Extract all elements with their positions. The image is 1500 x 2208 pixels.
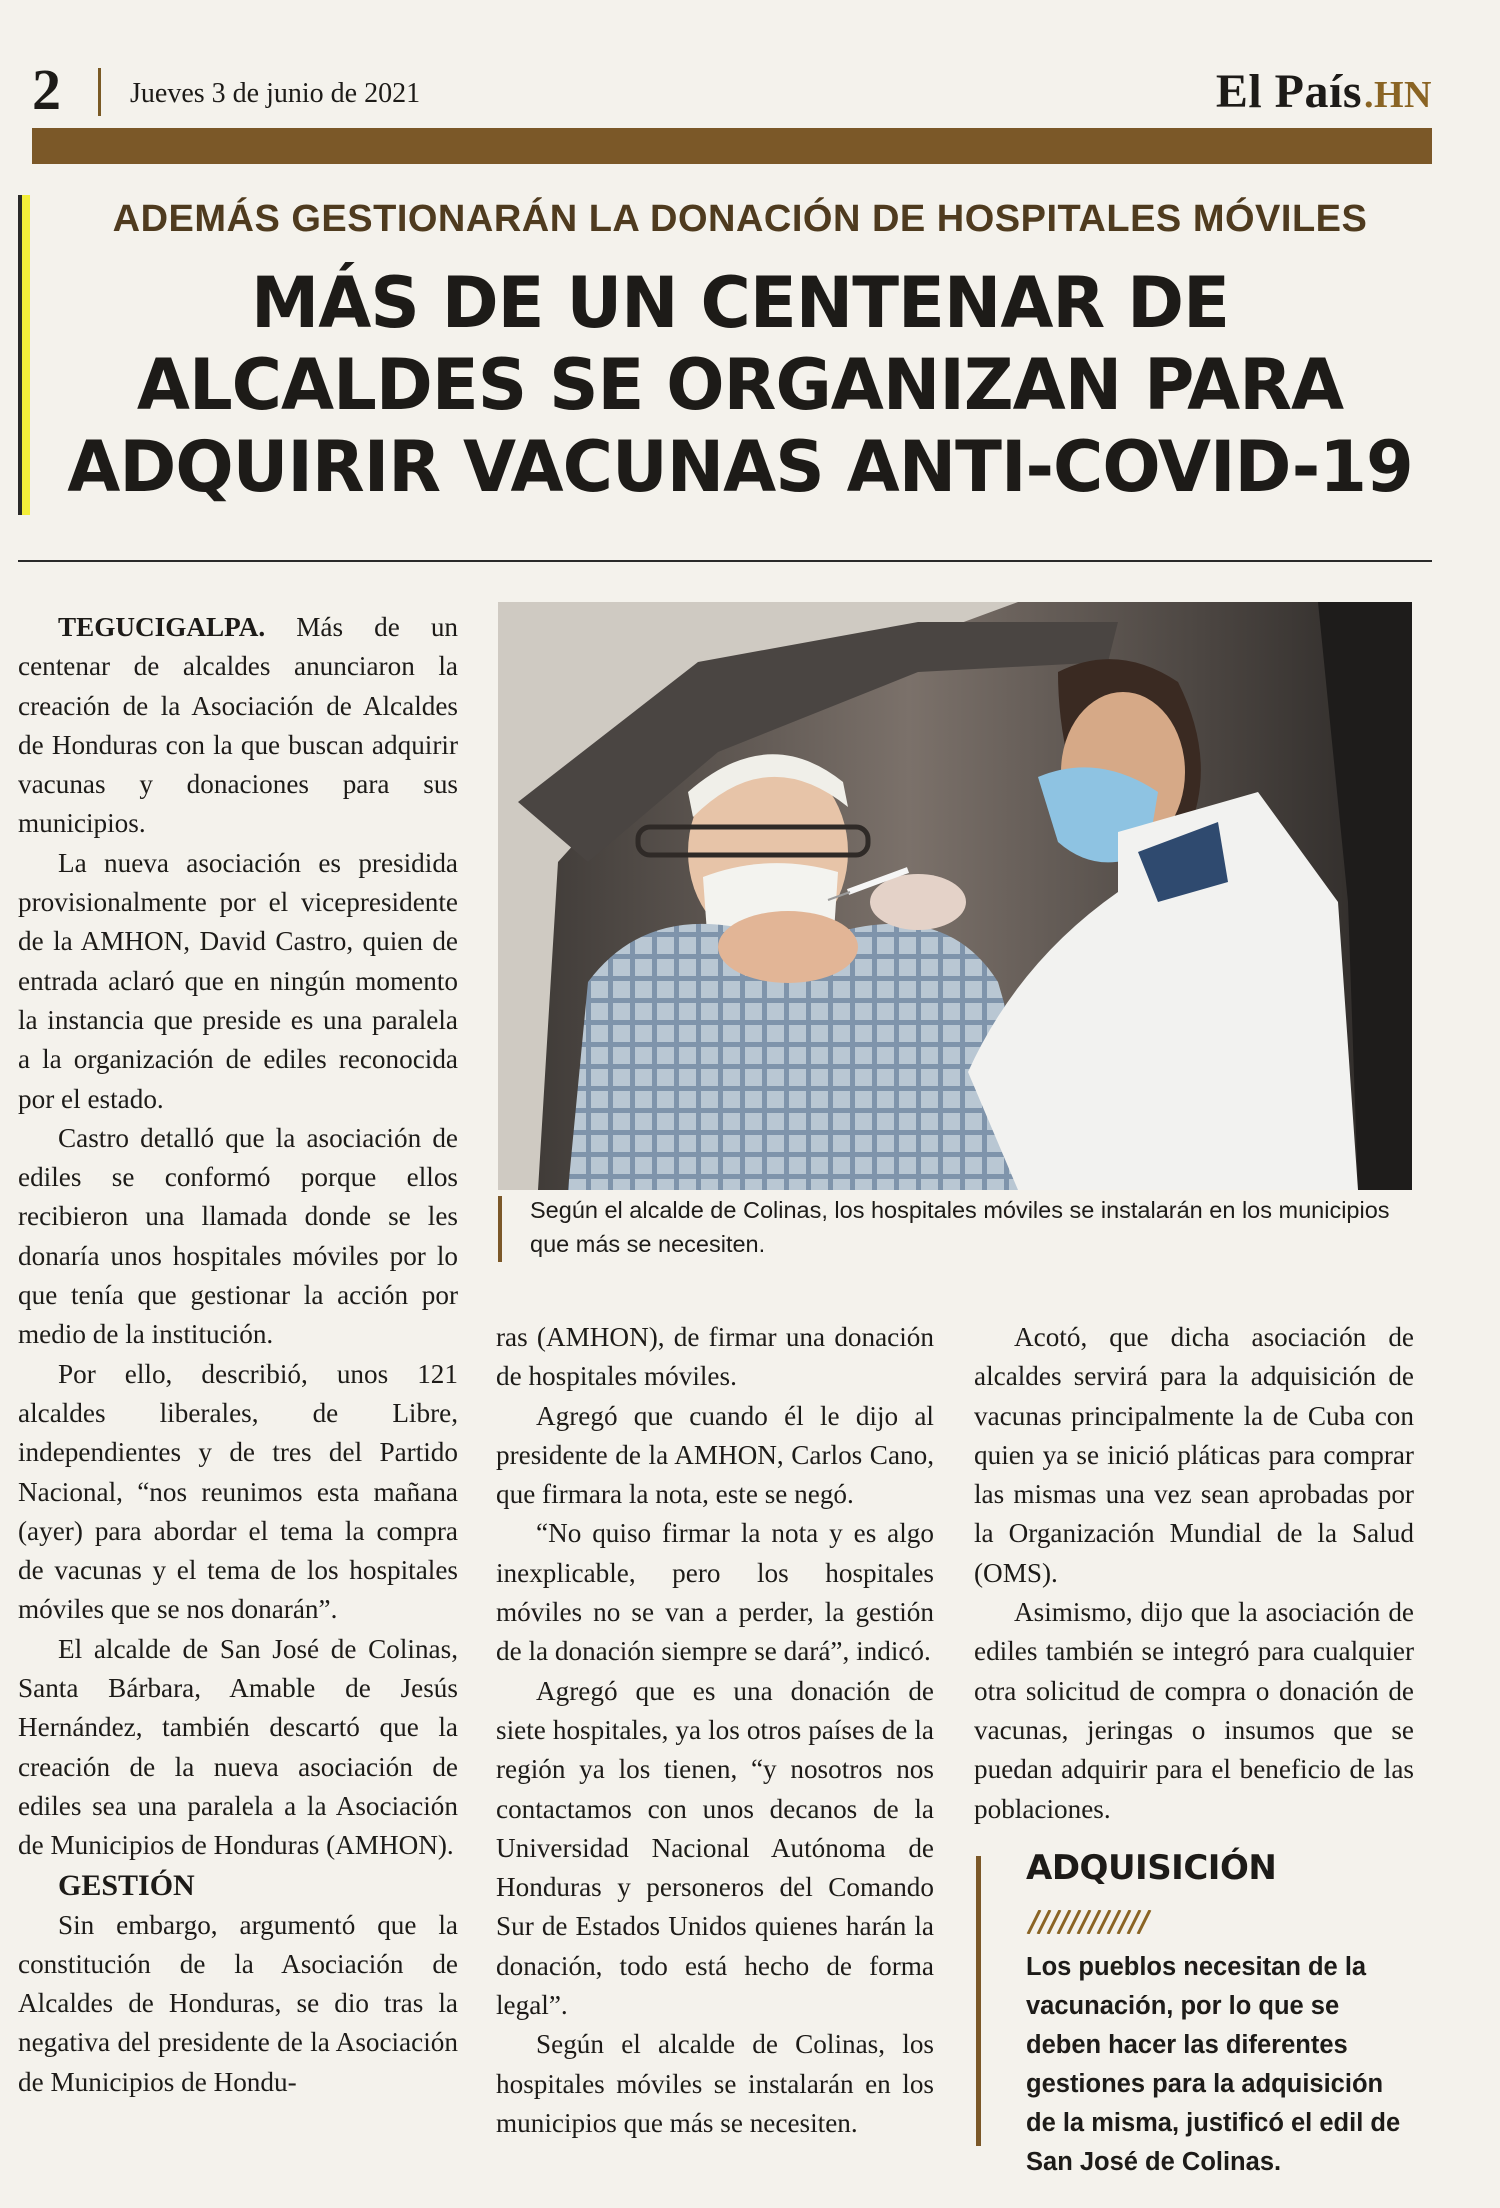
body-paragraph: Asimismo, dijo que la asociación de ediles también se integró para cualquier otra solicitud de compra o donación de vacunas, jeringas o insumos que se puedan adquirir para el beneficio de las poblaciones. [974,1597,1414,1824]
masthead-color-bar [32,128,1432,164]
sidebar-accent-bar [976,1856,981,2146]
article-column-2 [496,1318,934,2143]
newspaper-logo [1216,64,1432,119]
vaccination-photo-illustration [498,602,1412,1190]
article-kicker: ADEMÁS GESTIONARÁN LA DONACIÓN DE HOSPITALES MÓVILES [112,198,1368,240]
section-subhead: GESTIÓN [58,1868,195,1902]
body-paragraph: La nueva asociación es presidida provisionalmente por el vicepresidente de la AMHON, David Castro, quien de entrada aclaró que en ningún momento la instancia que preside es una paralela a la organización de ediles reconocida por el estado. [18,847,458,1114]
body-paragraph: Por ello, describió, unos 121 alcaldes liberales, de Libre, independientes y de tres del Partido Nacional, “nos reunimos esta mañana (ayer) para abordar el tema la compra de vacunas y el tema de los hospitales móviles que se nos donarán”. [18,1358,458,1625]
article-column-1 [18,608,458,2102]
caption-accent-bar [498,1196,502,1262]
page-masthead [32,57,1432,122]
issue-date: Jueves 3 de junio de 2021 [130,78,421,109]
headline-line: ALCALDES SE ORGANIZAN PARA [136,344,1344,426]
body-paragraph: El alcalde de San José de Colinas, Santa Bárbara, Amable de Jesús Hernández, también descartó que la creación de la nueva asociación de ediles sea una paralela a la Asociación de Municipios de Honduras (AMHON). [18,1633,458,1861]
body-paragraph: Sin embargo, argumentó que la constitución de la Asociación de Alcaldes de Honduras, se dio tras la negativa del presidente de la Asociación de Municipios de Hondu- [18,1909,458,2097]
margin-pen-mark [18,195,22,515]
photo-caption: Según el alcalde de Colinas, los hospitales móviles se instalarán en los municipios que más se necesiten. [530,1197,1390,1257]
sidebar-title: ADQUISICIÓN [1026,1848,1277,1888]
body-paragraph: ras (AMHON), de firmar una donación de hospitales móviles. [496,1322,934,1392]
article-photo [498,602,1412,1190]
headline-rule [18,560,1432,562]
body-paragraph: Acotó, que dicha asociación de alcaldes servirá para la adquisición de vacunas principalmente la de Cuba con quien ya se inició pláticas para comprar las mismas una vez sean aprobadas por la Organización Mundial de la Salud (OMS). [974,1322,1414,1588]
paragraph-text: Más de un centenar de alcaldes anunciaron la creación de la Asociación de Alcaldes de Honduras con la que buscan adquirir vacunas y donaciones para sus municipios. [18,612,459,839]
body-paragraph: Agregó que es una donación de siete hospitales, ya los otros países de la región ya los tienen, “y nosotros nos contactamos con unos decanos de la Universidad Nacional Autónoma de Honduras y personeros del Comando Sur de Estados Unidos quienes harán la donación, todo está hecho de forma legal”. [496,1675,934,2021]
body-paragraph: Según el alcalde de Colinas, los hospitales móviles se instalarán en los municipios que más se necesiten. [496,2029,934,2138]
sidebar-text: Los pueblos necesitan de la vacunación, por lo que se deben hacer las diferentes gestiones para la adquisición de la misma, justificó el edil de San José de Colinas. [1026,1953,1401,2176]
headline-line: ADQUIRIR VACUNAS ANTI-COVID-19 [67,426,1413,508]
hatch-pattern-icon [1026,1910,1154,1934]
body-paragraph [18,608,458,844]
headline-line: MÁS DE UN CENTENAR DE [250,262,1230,344]
brand-name: El País [1215,65,1362,118]
body-paragraph: Castro detalló que la asociación de ediles se conformó porque ellos recibieron una llamada donde se les donaría unos hospitales móviles por lo que tenía que gestionar la acción por medio de la institución. [18,1122,458,1350]
masthead-divider [98,68,101,116]
article-column-3 [974,1318,1414,1829]
body-paragraph: Agregó que cuando él le dijo al presidente de la AMHON, Carlos Cano, que firmara la nota, este se negó. [496,1400,934,1510]
dateline: TEGUCIGALPA. [58,612,266,642]
article-headline [40,262,1440,508]
body-paragraph: “No quiso firmar la nota y es algo inexplicable, pero los hospitales móviles no se van a perder, la gestión de la donación siempre se dará”, indicó. [496,1518,934,1667]
page-number: 2 [32,57,61,122]
brand-suffix: .HN [1364,74,1432,116]
